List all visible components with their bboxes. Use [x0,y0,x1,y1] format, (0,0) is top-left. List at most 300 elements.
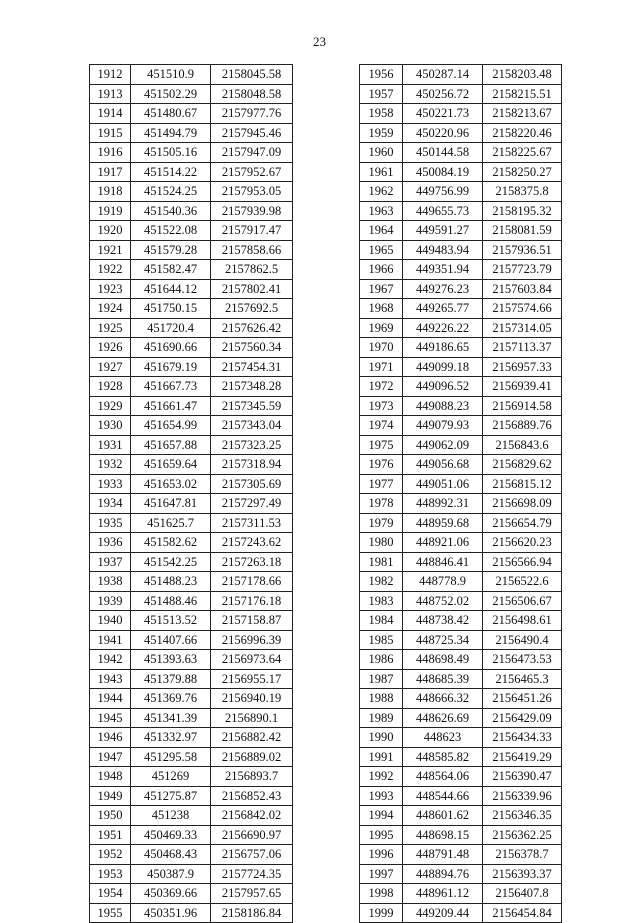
x-coordinate-cell: 449226.22 [403,318,483,338]
table-row [360,728,562,748]
table-row [360,650,562,670]
point-number-cell: 1932 [90,455,131,475]
table-row [360,143,562,163]
point-number-cell: 1990 [360,728,403,748]
y-coordinate-cell: 2158203.48 [483,65,562,85]
point-number-cell: 1930 [90,416,131,436]
x-coordinate-cell: 451524.25 [131,182,211,202]
table-row [90,260,293,280]
point-number-cell: 1964 [360,221,403,241]
x-coordinate-cell: 448601.62 [403,806,483,826]
x-coordinate-cell: 450469.33 [131,825,211,845]
x-coordinate-cell: 448698.49 [403,650,483,670]
point-number-cell: 1949 [90,786,131,806]
y-coordinate-cell: 2157345.59 [211,396,293,416]
point-number-cell: 1919 [90,201,131,221]
x-coordinate-cell: 450351.96 [131,903,211,923]
table-row [90,201,293,221]
y-coordinate-cell: 2156955.17 [211,669,293,689]
table-row [360,552,562,572]
y-coordinate-cell: 2157947.09 [211,143,293,163]
x-coordinate-cell: 451407.66 [131,630,211,650]
y-coordinate-cell: 2157957.65 [211,884,293,904]
table-row [360,630,562,650]
point-number-cell: 1945 [90,708,131,728]
point-number-cell: 1987 [360,669,403,689]
y-coordinate-cell: 2157243.62 [211,533,293,553]
y-coordinate-cell: 2157692.5 [211,299,293,319]
y-coordinate-cell: 2156957.33 [483,357,562,377]
y-coordinate-cell: 2158186.84 [211,903,293,923]
point-number-cell: 1914 [90,104,131,124]
x-coordinate-cell: 451341.39 [131,708,211,728]
x-coordinate-cell: 448791.48 [403,845,483,865]
table-row [360,396,562,416]
y-coordinate-cell: 2156465.3 [483,669,562,689]
x-coordinate-cell: 450256.72 [403,84,483,104]
point-number-cell: 1997 [360,864,403,884]
y-coordinate-cell: 2156429.09 [483,708,562,728]
point-number-cell: 1926 [90,338,131,358]
table-row [90,221,293,241]
x-coordinate-cell: 448992.31 [403,494,483,514]
y-coordinate-cell: 2158045.58 [211,65,293,85]
x-coordinate-cell: 451690.66 [131,338,211,358]
y-coordinate-cell: 2156419.29 [483,747,562,767]
table-row [90,240,293,260]
point-number-cell: 1931 [90,435,131,455]
point-number-cell: 1934 [90,494,131,514]
table-row [90,533,293,553]
x-coordinate-cell: 451238 [131,806,211,826]
y-coordinate-cell: 2156698.09 [483,494,562,514]
x-coordinate-cell: 449096.52 [403,377,483,397]
x-coordinate-cell: 451514.22 [131,162,211,182]
y-coordinate-cell: 2157454.31 [211,357,293,377]
x-coordinate-cell: 448626.69 [403,708,483,728]
table-row [360,786,562,806]
x-coordinate-cell: 451654.99 [131,416,211,436]
table-row [90,689,293,709]
x-coordinate-cell: 451582.47 [131,260,211,280]
y-coordinate-cell: 2156434.33 [483,728,562,748]
y-coordinate-cell: 2158195.32 [483,201,562,221]
x-coordinate-cell: 450287.14 [403,65,483,85]
x-coordinate-cell: 450221.73 [403,104,483,124]
point-number-cell: 1967 [360,279,403,299]
x-coordinate-cell: 448894.76 [403,864,483,884]
y-coordinate-cell: 2156893.7 [211,767,293,787]
y-coordinate-cell: 2157560.34 [211,338,293,358]
y-coordinate-cell: 2158220.46 [483,123,562,143]
x-coordinate-cell: 451661.47 [131,396,211,416]
table-row [360,767,562,787]
table-row [90,474,293,494]
y-coordinate-cell: 2156498.61 [483,611,562,631]
table-row [360,825,562,845]
table-row [360,260,562,280]
y-coordinate-cell: 2156522.6 [483,572,562,592]
table-row [90,708,293,728]
y-coordinate-cell: 2157858.66 [211,240,293,260]
table-row [360,903,562,923]
x-coordinate-cell: 451510.9 [131,65,211,85]
y-coordinate-cell: 2157348.28 [211,377,293,397]
point-number-cell: 1996 [360,845,403,865]
y-coordinate-cell: 2157318.94 [211,455,293,475]
page-number: 23 [313,34,326,49]
point-number-cell: 1957 [360,84,403,104]
table-row [360,669,562,689]
point-number-cell: 1925 [90,318,131,338]
x-coordinate-cell: 451522.08 [131,221,211,241]
table-row [360,416,562,436]
point-number-cell: 1946 [90,728,131,748]
point-number-cell: 1992 [360,767,403,787]
y-coordinate-cell: 2157723.79 [483,260,562,280]
table-row [90,123,293,143]
x-coordinate-cell: 449209.44 [403,903,483,923]
x-coordinate-cell: 448698.15 [403,825,483,845]
y-coordinate-cell: 2158213.67 [483,104,562,124]
y-coordinate-cell: 2156889.02 [211,747,293,767]
table-row [360,377,562,397]
point-number-cell: 1913 [90,84,131,104]
x-coordinate-cell: 450468.43 [131,845,211,865]
y-coordinate-cell: 2156407.8 [483,884,562,904]
point-number-cell: 1933 [90,474,131,494]
y-coordinate-cell: 2157178.66 [211,572,293,592]
table-row [90,357,293,377]
y-coordinate-cell: 2156566.94 [483,552,562,572]
point-number-cell: 1955 [90,903,131,923]
table-row [90,494,293,514]
y-coordinate-cell: 2156940.19 [211,689,293,709]
point-number-cell: 1974 [360,416,403,436]
point-number-cell: 1973 [360,396,403,416]
y-coordinate-cell: 2158048.58 [211,84,293,104]
x-coordinate-cell: 451750.15 [131,299,211,319]
table-row [90,767,293,787]
table-row [360,845,562,865]
x-coordinate-cell: 448725.34 [403,630,483,650]
x-coordinate-cell: 448544.66 [403,786,483,806]
x-coordinate-cell: 451494.79 [131,123,211,143]
x-coordinate-cell: 448623 [403,728,483,748]
x-coordinate-cell: 451379.88 [131,669,211,689]
y-coordinate-cell: 2157263.18 [211,552,293,572]
x-coordinate-cell: 451542.25 [131,552,211,572]
y-coordinate-cell: 2157113.37 [483,338,562,358]
point-number-cell: 1994 [360,806,403,826]
table-row [90,630,293,650]
x-coordinate-cell: 448752.02 [403,591,483,611]
y-coordinate-cell: 2157297.49 [211,494,293,514]
point-number-cell: 1988 [360,689,403,709]
coordinates-table-right [359,64,562,923]
y-coordinate-cell: 2156346.35 [483,806,562,826]
table-row [360,572,562,592]
point-number-cell: 1939 [90,591,131,611]
table-row [90,884,293,904]
y-coordinate-cell: 2157305.69 [211,474,293,494]
table-row [360,162,562,182]
point-number-cell: 1915 [90,123,131,143]
y-coordinate-cell: 2156852.43 [211,786,293,806]
x-coordinate-cell: 451369.76 [131,689,211,709]
x-coordinate-cell: 448961.12 [403,884,483,904]
y-coordinate-cell: 2157862.5 [211,260,293,280]
y-coordinate-cell: 2157626.42 [211,318,293,338]
table-row [360,806,562,826]
x-coordinate-cell: 451393.63 [131,650,211,670]
point-number-cell: 1952 [90,845,131,865]
table-row [360,182,562,202]
table-row [360,240,562,260]
y-coordinate-cell: 2157952.67 [211,162,293,182]
y-coordinate-cell: 2157323.25 [211,435,293,455]
y-coordinate-cell: 2156393.37 [483,864,562,884]
x-coordinate-cell: 451582.62 [131,533,211,553]
point-number-cell: 1916 [90,143,131,163]
x-coordinate-cell: 451332.97 [131,728,211,748]
table-row [90,669,293,689]
point-number-cell: 1978 [360,494,403,514]
table-row [90,747,293,767]
y-coordinate-cell: 2156620.23 [483,533,562,553]
x-coordinate-cell: 451653.02 [131,474,211,494]
point-number-cell: 1959 [360,123,403,143]
y-coordinate-cell: 2157158.87 [211,611,293,631]
y-coordinate-cell: 2157574.66 [483,299,562,319]
table-row [90,65,293,85]
x-coordinate-cell: 451505.16 [131,143,211,163]
table-row [90,572,293,592]
x-coordinate-cell: 449655.73 [403,201,483,221]
x-coordinate-cell: 449079.93 [403,416,483,436]
x-coordinate-cell: 449051.06 [403,474,483,494]
point-number-cell: 1912 [90,65,131,85]
point-number-cell: 1968 [360,299,403,319]
point-number-cell: 1953 [90,864,131,884]
point-number-cell: 1993 [360,786,403,806]
table-row [90,396,293,416]
y-coordinate-cell: 2156939.41 [483,377,562,397]
table-row [90,513,293,533]
table-row [360,474,562,494]
table-row [90,435,293,455]
x-coordinate-cell: 451579.28 [131,240,211,260]
x-coordinate-cell: 451647.81 [131,494,211,514]
point-number-cell: 1970 [360,338,403,358]
table-row [90,825,293,845]
point-number-cell: 1963 [360,201,403,221]
x-coordinate-cell: 449186.65 [403,338,483,358]
y-coordinate-cell: 2158215.51 [483,84,562,104]
x-coordinate-cell: 451720.4 [131,318,211,338]
x-coordinate-cell: 449088.23 [403,396,483,416]
table-row [360,338,562,358]
table-row [360,279,562,299]
x-coordinate-cell: 451625.7 [131,513,211,533]
table-row [90,104,293,124]
table-row [90,143,293,163]
point-number-cell: 1937 [90,552,131,572]
x-coordinate-cell: 448846.41 [403,552,483,572]
y-coordinate-cell: 2157802.41 [211,279,293,299]
table-row [90,786,293,806]
y-coordinate-cell: 2157176.18 [211,591,293,611]
x-coordinate-cell: 448666.32 [403,689,483,709]
point-number-cell: 1966 [360,260,403,280]
point-number-cell: 1962 [360,182,403,202]
y-coordinate-cell: 2156339.96 [483,786,562,806]
x-coordinate-cell: 449276.23 [403,279,483,299]
x-coordinate-cell: 449591.27 [403,221,483,241]
x-coordinate-cell: 449056.68 [403,455,483,475]
table-row [90,845,293,865]
x-coordinate-cell: 448564.06 [403,767,483,787]
table-row [360,864,562,884]
point-number-cell: 1936 [90,533,131,553]
y-coordinate-cell: 2156890.1 [211,708,293,728]
x-coordinate-cell: 448585.82 [403,747,483,767]
x-coordinate-cell: 450369.66 [131,884,211,904]
point-number-cell: 1954 [90,884,131,904]
table-row [90,903,293,923]
y-coordinate-cell: 2156473.53 [483,650,562,670]
x-coordinate-cell: 451644.12 [131,279,211,299]
table-row [90,377,293,397]
x-coordinate-cell: 451488.46 [131,591,211,611]
point-number-cell: 1971 [360,357,403,377]
table-row [90,728,293,748]
point-number-cell: 1986 [360,650,403,670]
table-row [360,747,562,767]
table-row [360,611,562,631]
point-number-cell: 1938 [90,572,131,592]
point-number-cell: 1998 [360,884,403,904]
x-coordinate-cell: 449062.09 [403,435,483,455]
point-number-cell: 1927 [90,357,131,377]
point-number-cell: 1969 [360,318,403,338]
table-row [360,123,562,143]
coordinates-table-left [89,64,293,923]
table-row [90,455,293,475]
y-coordinate-cell: 2156506.67 [483,591,562,611]
point-number-cell: 1981 [360,552,403,572]
x-coordinate-cell: 450084.19 [403,162,483,182]
x-coordinate-cell: 448738.42 [403,611,483,631]
y-coordinate-cell: 2156362.25 [483,825,562,845]
y-coordinate-cell: 2157314.05 [483,318,562,338]
point-number-cell: 1918 [90,182,131,202]
table-row [360,455,562,475]
y-coordinate-cell: 2157977.76 [211,104,293,124]
point-number-cell: 1956 [360,65,403,85]
point-number-cell: 1948 [90,767,131,787]
table-row [360,318,562,338]
y-coordinate-cell: 2156973.64 [211,650,293,670]
table-row [360,494,562,514]
table-row [90,591,293,611]
point-number-cell: 1940 [90,611,131,631]
y-coordinate-cell: 2158375.8 [483,182,562,202]
table-row [90,552,293,572]
point-number-cell: 1960 [360,143,403,163]
y-coordinate-cell: 2156996.39 [211,630,293,650]
y-coordinate-cell: 2156889.76 [483,416,562,436]
point-number-cell: 1961 [360,162,403,182]
table-row [90,299,293,319]
point-number-cell: 1929 [90,396,131,416]
y-coordinate-cell: 2157936.51 [483,240,562,260]
point-number-cell: 1928 [90,377,131,397]
x-coordinate-cell: 449351.94 [403,260,483,280]
point-number-cell: 1977 [360,474,403,494]
y-coordinate-cell: 2156882.42 [211,728,293,748]
x-coordinate-cell: 448778.9 [403,572,483,592]
table-row [360,299,562,319]
point-number-cell: 1922 [90,260,131,280]
table-row [360,201,562,221]
table-row [90,864,293,884]
table-row [90,416,293,436]
x-coordinate-cell: 451540.36 [131,201,211,221]
y-coordinate-cell: 2158225.67 [483,143,562,163]
x-coordinate-cell: 451480.67 [131,104,211,124]
table-row [90,182,293,202]
table-row [90,338,293,358]
y-coordinate-cell: 2158081.59 [483,221,562,241]
point-number-cell: 1965 [360,240,403,260]
y-coordinate-cell: 2156842.02 [211,806,293,826]
point-number-cell: 1950 [90,806,131,826]
point-number-cell: 1958 [360,104,403,124]
table-row [360,884,562,904]
x-coordinate-cell: 449099.18 [403,357,483,377]
y-coordinate-cell: 2156914.58 [483,396,562,416]
point-number-cell: 1935 [90,513,131,533]
point-number-cell: 1917 [90,162,131,182]
table-row [360,104,562,124]
table-row [360,221,562,241]
point-number-cell: 1923 [90,279,131,299]
y-coordinate-cell: 2157953.05 [211,182,293,202]
point-number-cell: 1980 [360,533,403,553]
point-number-cell: 1999 [360,903,403,923]
point-number-cell: 1943 [90,669,131,689]
y-coordinate-cell: 2156829.62 [483,455,562,475]
point-number-cell: 1921 [90,240,131,260]
y-coordinate-cell: 2156390.47 [483,767,562,787]
point-number-cell: 1989 [360,708,403,728]
point-number-cell: 1920 [90,221,131,241]
table-row [360,357,562,377]
table-row [360,708,562,728]
table-row [90,318,293,338]
point-number-cell: 1941 [90,630,131,650]
y-coordinate-cell: 2158250.27 [483,162,562,182]
table-row [360,84,562,104]
x-coordinate-cell: 450220.96 [403,123,483,143]
table-row [360,591,562,611]
x-coordinate-cell: 450387.9 [131,864,211,884]
y-coordinate-cell: 2157939.98 [211,201,293,221]
x-coordinate-cell: 451275.87 [131,786,211,806]
y-coordinate-cell: 2156690.97 [211,825,293,845]
x-coordinate-cell: 448685.39 [403,669,483,689]
